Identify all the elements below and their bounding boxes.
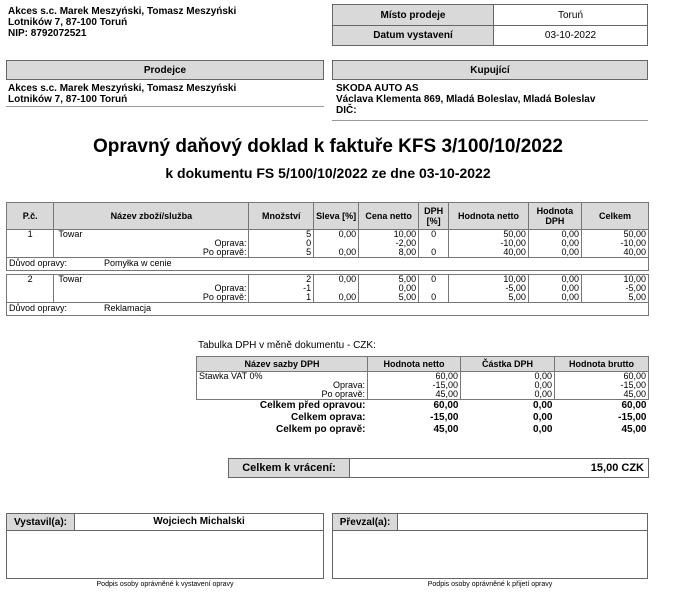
col-header-no: P.č. [7,203,54,230]
item-vat-value: 0,00 [528,293,581,303]
seller-header: Prodejce [6,60,324,80]
item-row [7,284,649,293]
item-vat-value: 0,00 [528,248,581,258]
place-label: Místo prodeje [332,4,494,26]
item-row [7,293,649,303]
item-row [7,248,649,258]
col-header-price: Cena netto [359,203,419,230]
seller-top-block [8,6,236,39]
issued-name: Wojciech Michalski [74,513,324,531]
item-name: Towar [54,230,249,240]
place-value: Toruń [493,4,648,26]
item-no [7,248,54,258]
vat-col-header-gross: Hodnota brutto [555,357,649,372]
item-vat-value: 0,00 [528,239,581,248]
item-row-label: Oprava: [54,284,249,293]
col-header-vat-value: Hodnota DPH [528,203,581,230]
item-qty: 0 [249,239,314,248]
item-total: 50,00 [581,230,648,240]
item-total: -10,00 [581,239,648,248]
vat-summary-vat: 0,00 [533,412,553,423]
item-row [7,275,649,285]
item-vat-rate: 0 [419,230,449,240]
item-total: 10,00 [581,275,648,285]
vat-summary-gross: 45,00 [621,424,647,435]
item-no [7,293,54,303]
vat-net: 60,00 [368,372,461,382]
item-qty: 1 [249,293,314,303]
vat-net: -15,00 [368,381,461,390]
vat-summary-label: Celkem po opravě: [276,424,366,435]
buyer-address: Václava Klementa 869, Mladá Boleslav, Mladá Boleslav [336,94,596,105]
reason-value: Reklamacja [104,303,152,313]
item-row-label: Po opravě: [54,248,249,258]
reason-cell [7,303,649,316]
received-caption: Podpis osoby oprávněné k přijetí opravy [427,581,553,588]
item-discount: 0,00 [314,293,359,303]
vat-row-label: Po opravě: [197,390,368,400]
item-net: -10,00 [449,239,529,248]
vat-summary-row [197,424,649,436]
item-qty: -1 [249,284,314,293]
vat-gross: 60,00 [555,372,649,382]
col-header-net: Hodnota netto [449,203,529,230]
seller-divider [6,106,324,107]
buyer-divider [332,120,648,121]
vat-summary-gross: -15,00 [618,412,647,423]
item-no: 1 [7,230,54,240]
vat-caption: Tabulka DPH v měně dokumentu - CZK: [198,340,376,351]
vat-col-header-net: Hodnota netto [368,357,461,372]
col-header-total: Celkem [581,203,648,230]
item-name: Towar [54,275,249,285]
vat-rate-name: Stawka VAT 0% [197,372,368,382]
vat-summary-label: Celkem oprava: [291,412,366,423]
document-title: Opravný daňový doklad k faktuře KFS 3/100/10/2022 [93,136,563,157]
buyer-header: Kupující [332,60,648,80]
issued-label: Vystavil(a): [6,513,75,531]
col-header-vat-rate: DPH [%] [419,203,449,230]
item-discount: 0,00 [314,230,359,240]
received-name-field [397,513,648,531]
item-net: 40,00 [449,248,529,258]
item-row [7,230,649,240]
vat-col-header-vat: Částka DPH [461,357,555,372]
col-header-name: Název zboží/služba [54,203,249,230]
reason-label: Důvod opravy: [9,303,68,313]
reason-row [7,258,649,271]
vat-row-label: Oprava: [197,381,368,390]
item-no [7,239,54,248]
item-net: 5,00 [449,293,529,303]
vat-row [197,390,649,400]
item-price: 0,00 [359,284,419,293]
item-vat-rate: 0 [419,275,449,285]
vat-summary-label: Celkem před opravou: [259,400,366,411]
seller-name: Akces s.c. Marek Meszyński, Tomasz Meszyński [8,83,237,94]
issue-date-label: Datum vystavení [332,25,494,46]
item-qty: 5 [249,230,314,240]
seller-top-address: Lotników 7, 87-100 Toruń [8,17,128,28]
item-no: 2 [7,275,54,285]
item-total: 40,00 [581,248,648,258]
reason-cell [7,258,649,271]
item-price: 5,00 [359,293,419,303]
item-vat-rate: 0 [419,248,449,258]
document-subtitle: k dokumentu FS 5/100/10/2022 ze dne 03-10-2022 [165,165,491,181]
vat-summary-net: 60,00 [433,400,459,411]
vat-amount: 0,00 [461,381,555,390]
vat-table [196,356,649,436]
seller-block [8,83,236,105]
item-net: 10,00 [449,275,529,285]
item-qty: 2 [249,275,314,285]
item-price: 10,00 [359,230,419,240]
item-row-label: Oprava: [54,239,249,248]
vat-gross: -15,00 [555,381,649,390]
item-discount: 0,00 [314,275,359,285]
vat-summary-row [197,412,649,424]
item-net: -5,00 [449,284,529,293]
vat-amount: 0,00 [461,372,555,382]
received-label: Převzal(a): [332,513,398,531]
vat-row [197,372,649,382]
item-vat-rate: 0 [419,293,449,303]
vat-summary-vat: 0,00 [533,400,553,411]
item-total: 5,00 [581,293,648,303]
item-net: 50,00 [449,230,529,240]
item-total: -5,00 [581,284,648,293]
item-row [7,239,649,248]
refund-label: Celkem k vrácení: [228,458,350,478]
items-table [6,202,649,316]
vat-summary-row [197,400,649,413]
seller-top-name: Akces s.c. Marek Meszyński, Tomasz Meszyński [8,6,237,17]
buyer-name: SKODA AUTO AS [336,83,419,94]
item-price: -2,00 [359,239,419,248]
buyer-dic: DIČ: [336,105,357,116]
item-vat-value: 0,00 [528,275,581,285]
item-no [7,284,54,293]
reason-value: Pomyłka w cenie [104,258,172,268]
item-vat-value: 0,00 [528,284,581,293]
item-price: 5,00 [359,275,419,285]
vat-summary-net: -15,00 [430,412,459,423]
vat-net: 45,00 [368,390,461,400]
col-header-qty: Množství [249,203,314,230]
seller-address: Lotników 7, 87-100 Toruń [8,94,128,105]
buyer-block [336,83,595,116]
item-vat-value: 0,00 [528,230,581,240]
reason-label: Důvod opravy: [9,258,68,268]
vat-col-header-rate: Název sazby DPH [197,357,368,372]
issued-caption: Podpis osoby oprávněné k vystavení opravy [96,581,234,588]
vat-summary-gross: 60,00 [621,400,647,411]
vat-row [197,381,649,390]
vat-amount: 0,00 [461,390,555,400]
vat-summary-vat: 0,00 [533,424,553,435]
item-price: 8,00 [359,248,419,258]
item-qty: 5 [249,248,314,258]
item-discount: 0,00 [314,248,359,258]
reason-row [7,303,649,316]
vat-summary-net: 45,00 [433,424,459,435]
item-row-label: Po opravě: [54,293,249,303]
refund-value: 15,00 CZK [349,458,649,478]
col-header-discount: Sleva [%] [314,203,359,230]
seller-top-nip: NIP: 8792072521 [8,28,87,39]
issue-date-value: 03-10-2022 [493,25,648,46]
vat-gross: 45,00 [555,390,649,400]
